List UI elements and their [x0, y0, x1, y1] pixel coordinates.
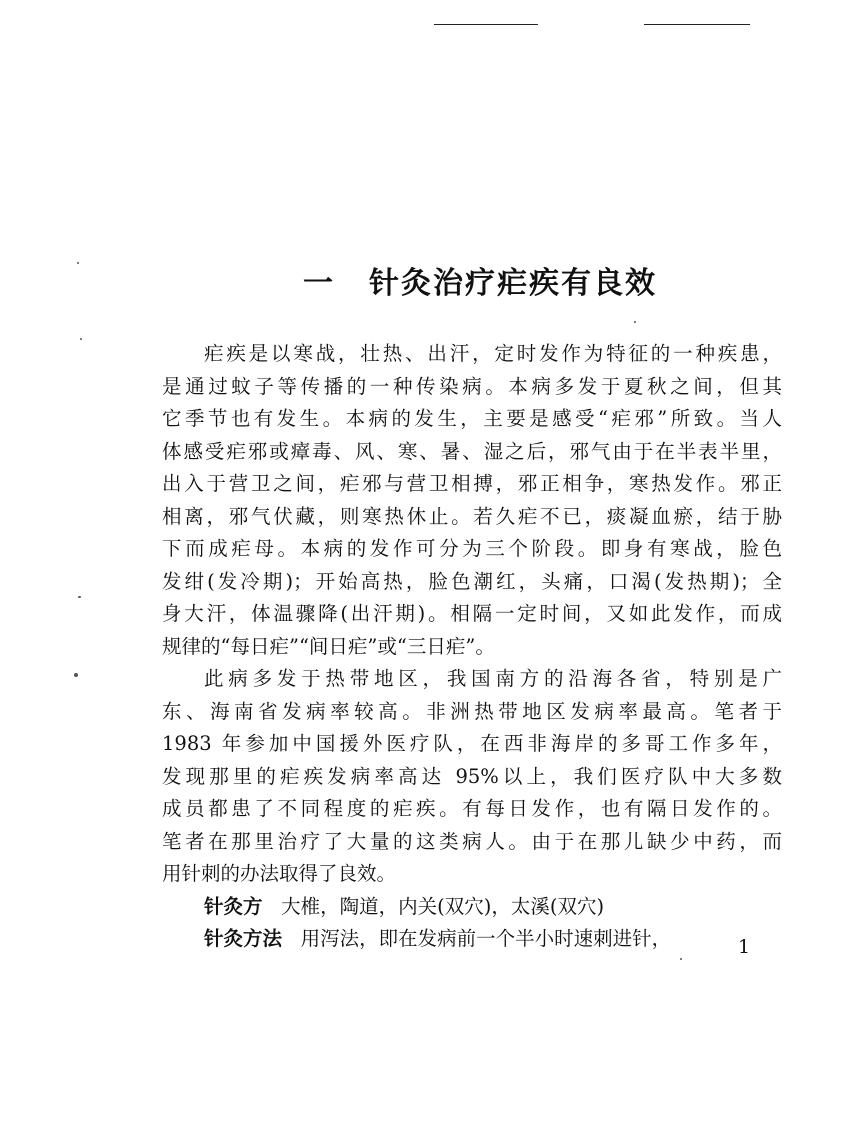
page-number: 1	[738, 936, 751, 958]
text-line: 下而成疟母。本病的发作可分为三个阶段。即身有寒战，脸色	[162, 537, 782, 560]
text-line: 1983 年参加中国援外医疗队，在西非海岸的多哥工作多年，	[162, 732, 782, 755]
scan-speck	[77, 262, 79, 264]
text-line: 笔者在那里治疗了大量的这类病人。由于在那儿缺少中药，而	[162, 829, 782, 853]
text-line: 发现那里的疟疾发病率高达 95%以上，我们医疗队中大多数	[162, 764, 782, 788]
text-line: 发绀(发冷期)；开始高热，脸色潮红，头痛，口渴(发热期)；全	[162, 569, 782, 593]
text-line: 体感受疟邪或瘴毒、风、寒、暑、湿之后，邪气由于在半表半里，	[162, 439, 782, 463]
paragraph-1	[162, 338, 782, 663]
text-line: 东、海南省发病率较高。非洲热带地区发病率最高。笔者于	[162, 699, 782, 723]
scan-speck	[680, 958, 682, 960]
chapter-title-text: 针灸治疗疟疾有良效	[369, 266, 657, 301]
text-line: 用针刺的办法取得了良效。	[162, 862, 397, 885]
text-line: 是通过蚊子等传播的一种传染病。本病多发于夏秋之间，但其	[162, 374, 782, 398]
scan-speck	[78, 596, 81, 598]
chapter-number: 一	[303, 266, 335, 301]
text-line: 相离，邪气伏藏，则寒热休止。若久疟不已，痰凝血瘀，结于胁	[162, 504, 782, 528]
top-rule-right	[644, 24, 750, 25]
acupoints-label: 针灸方	[204, 894, 263, 918]
acupoints-line	[162, 891, 782, 924]
scan-speck	[80, 338, 82, 340]
acupoints-text: 大椎，陶道，内关(双穴)，太溪(双穴)	[281, 894, 605, 918]
text-line: 规律的“每日疟”“间日疟”或“三日疟”。	[162, 634, 495, 658]
scan-speck	[634, 321, 636, 323]
method-text: 用泻法，即在发病前一个半小时速刺进针，	[300, 927, 672, 950]
text-line: 出入于营卫之间，疟邪与营卫相搏，邪正相争，寒热发作。邪正	[162, 472, 782, 495]
scan-speck	[74, 673, 78, 677]
text-line: 身大汗，体温骤降(出汗期)。相隔一定时间，又如此发作，而成	[162, 602, 782, 625]
method-line	[162, 923, 782, 956]
text-line: 此病多发于热带地区，我国南方的沿海各省，特别是广	[204, 667, 782, 690]
body-text	[162, 338, 782, 956]
text-line: 成员都患了不同程度的疟疾。有每日发作，也有隔日发作的。	[162, 797, 782, 820]
text-line: 它季节也有发生。本病的发生，主要是感受“疟邪”所致。当人	[162, 407, 782, 430]
chapter-title	[200, 258, 760, 302]
paragraph-2	[162, 663, 782, 891]
top-rule-left	[434, 24, 538, 25]
text-line: 疟疾是以寒战，壮热、出汗，定时发作为特征的一种疾患，	[204, 342, 782, 365]
method-label: 针灸方法	[204, 927, 283, 950]
